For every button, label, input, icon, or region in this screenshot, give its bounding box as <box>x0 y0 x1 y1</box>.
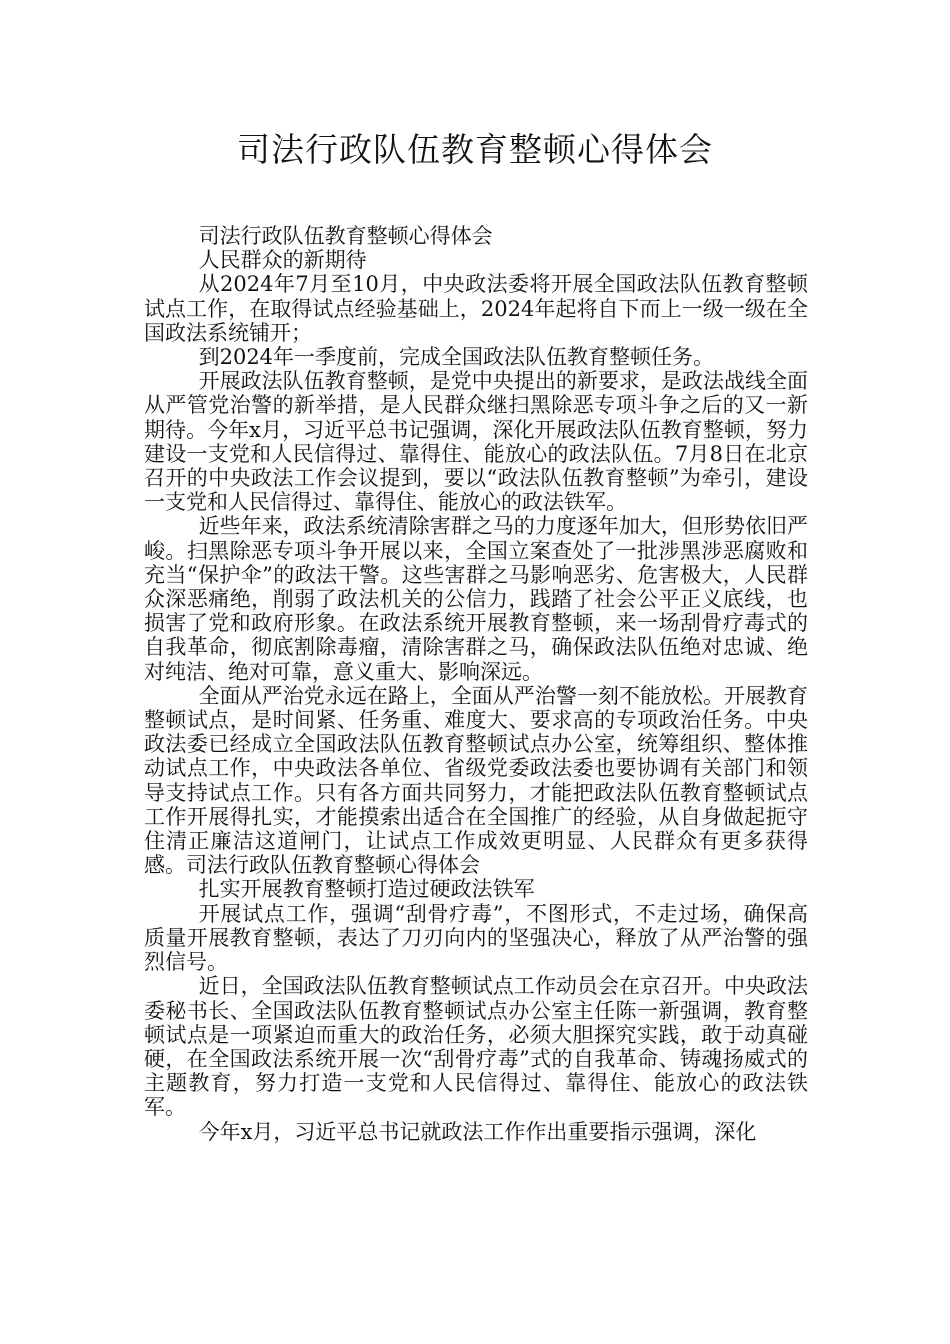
paragraph-subheading: 人民群众的新期待 <box>198 248 367 273</box>
paragraph-subheading: 扎实开展教育整顿打造过硬政法铁军 <box>198 877 535 902</box>
document-body <box>144 224 808 1144</box>
paragraph-heading: 司法行政队伍教育整顿心得体会 <box>198 224 493 248</box>
paragraph: 今年x月，习近平总书记就政法工作作出重要指示强调，深化 <box>198 1119 757 1144</box>
paragraph: 近些年来，政法系统清除害群之马的力度逐年加大，但形势依旧严峻。扫黑除恶专项斗争开展以来，全国立案查处了一批涉黑涉恶腐败和充当“保护伞”的政法干警。这些害群之马影响恶劣、危害极大，人民群众深恶痛绝，削弱了政法机关的公信力，践踏了社会公平正义底线，也损害了党和政府形象。在政法系统开展教育整顿，来一场刮骨疗毒式的自我革命，彻底割除毒瘤，清除害群之马，确保政法队伍绝对忠诚、绝对纯洁、绝对可靠，意义重大、影响深远。 <box>144 514 808 684</box>
document-title: 司法行政队伍教育整顿心得体会 <box>237 130 713 169</box>
paragraph: 开展试点工作，强调“刮骨疗毒”，不图形式，不走过场，确保高质量开展教育整顿，表达了刀刃向内的坚强决心，释放了从严治警的强烈信号。 <box>144 901 808 975</box>
paragraph: 近日，全国政法队伍教育整顿试点工作动员会在京召开。中央政法委秘书长、全国政法队伍教育整顿试点办公室主任陈一新强调，教育整顿试点是一项紧迫而重大的政治任务，必须大胆探究实践，敢于动真碰硬，在全国政法系统开展一次“刮骨疗毒”式的自我革命、铸魂扬威式的主题教育，努力打造一支党和人民信得过、靠得住、能放心的政法铁军。 <box>144 974 808 1120</box>
paragraph: 到2024年一季度前，完成全国政法队伍教育整顿任务。 <box>198 345 715 370</box>
paragraph: 全面从严治党永远在路上，全面从严治警一刻不能放松。开展教育整顿试点，是时间紧、任务重、难度大、要求高的专项政治任务。中央政法委已经成立全国政法队伍教育整顿试点办公室，统筹组织、整体推动试点工作，中央政法各单位、省级党委政法委也要协调有关部门和领导支持试点工作。只有各方面共同努力，才能把政法队伍教育整顿试点工作开展得扎实，才能摸索出适合在全国推广的经验，从自身做起扼守住清正廉洁这道闸门，让试点工作成效更明显、人民群众有更多获得感。司法行政队伍教育整顿心得体会 <box>144 683 808 878</box>
paragraph: 开展政法队伍教育整顿，是党中央提出的新要求，是政法战线全面从严管党治警的新举措，是人民群众继扫黑除恶专项斗争之后的又一新期待。今年x月，习近平总书记强调，深化开展政法队伍教育整顿，努力建设一支党和人民信得过、靠得住、能放心的政法队伍。7月8日在北京召开的中央政法工作会议提到，要以“政法队伍教育整顿”为牵引，建设一支党和人民信得过、靠得住、能放心的政法铁军。 <box>144 369 808 515</box>
paragraph: 从2024年7月至10月，中央政法委将开展全国政法队伍教育整顿试点工作，在取得试点经验基础上，2024年起将自下而上一级一级在全国政法系统铺开； <box>144 272 808 345</box>
